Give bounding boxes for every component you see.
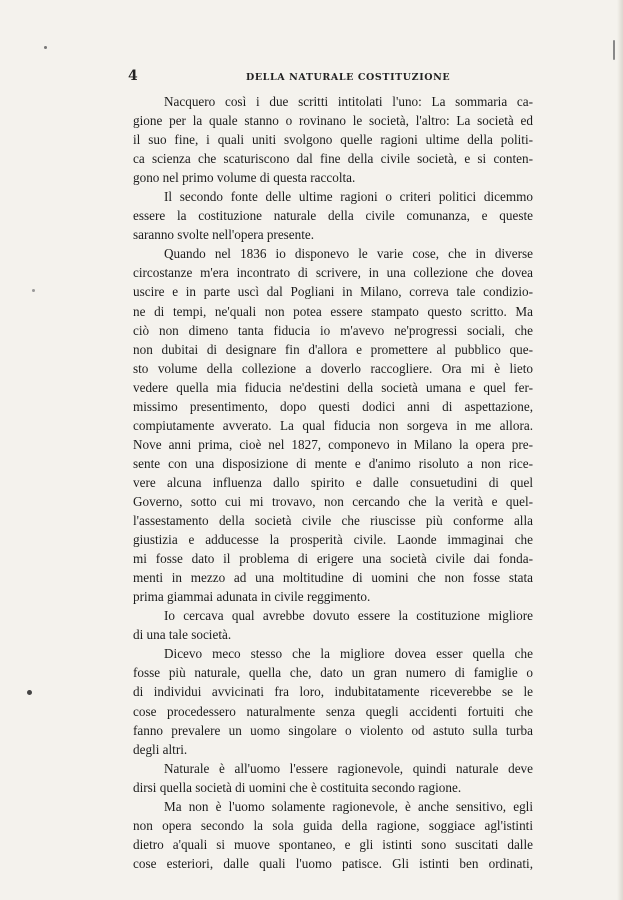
text-line: essere la costituzione naturale della civile comunanza, e queste [133, 208, 533, 224]
text-line: non dubitai di designare fin d'allora e promettere al pubblico que- [133, 341, 533, 357]
text-line: di una tale società. [133, 627, 232, 643]
text-line: cose esteriori, dalle quali l'uomo patisce. Gli istinti ben ordinati, [133, 855, 533, 871]
text-line: circostanze m'era incontrato di scrivere, in una collezione che dovea [133, 265, 533, 281]
text-line: Il secondo fonte delle ultime ragioni o criteri politici dicemmo [164, 189, 533, 205]
text-line: gione per la quale stanno o rovinano le società, l'altro: La società ed [133, 113, 533, 129]
text-line: dietro a'quali si muove spontaneo, e gli istinti sono suscitati dalle [133, 836, 533, 852]
text-line: giustizia e adducesse la prosperità civile. Laonde immaginai che [133, 532, 533, 548]
text-line: gono nel primo volume di questa raccolta. [133, 170, 356, 186]
text-line: di individui avvicinati fra loro, indubitatamente riceverebbe se le [133, 684, 533, 700]
text-line: Nacquero così i due scritti intitolati l'uno: La sommaria ca- [164, 94, 533, 109]
text-line: fosse più naturale, quella che, dato un gran numero di famiglie o [133, 665, 533, 681]
text-line: sente con una disposizione di mente e d'animo risoluto a non rice- [133, 455, 533, 471]
text-line: degli altri. [133, 741, 188, 757]
text-line: l'assestamento della società civile che riuscisse più conforme alla [133, 513, 533, 529]
text-line: ne di tempi, ne'quali non potea essere stampato questo scritto. Ma [133, 303, 533, 319]
text-line: fanno prevalere un uomo singolare o violento od astuto sulla turba [133, 722, 533, 738]
text-line: Nove anni prima, cioè nel 1827, componevo in Milano la opera pre- [133, 436, 533, 452]
text-line: vedere quella mia fiducia ne'destini della società umana e quel fer- [133, 379, 533, 395]
text-line: uscire e in parte uscì dal Pogliani in Milano, correva tale condizio- [133, 284, 533, 300]
scan-speck [44, 46, 47, 49]
scan-speck [613, 40, 615, 60]
text-line: missimo presentimento, dopo questi dodici anni di aspettazione, [133, 398, 533, 414]
text-line: dirsi quella società di uomini che è costituita secondo ragione. [133, 779, 462, 795]
text-line: Naturale è all'uomo l'essere ragionevole, quindi naturale deve [164, 760, 533, 776]
text-line: Ma non è l'uomo solamente ragionevole, è anche sensitivo, egli [164, 798, 533, 814]
text-line: Dicevo meco stesso che la migliore dovea esser quella che [164, 646, 533, 662]
page-header [128, 68, 528, 84]
text-line: ca scienza che scaturiscono dal fine della civile società, e si conten- [133, 151, 533, 167]
scan-speck [32, 289, 35, 292]
text-line: compiutamente avverato. La qual fiducia non sorgeva in me allora. [133, 417, 533, 433]
scan-speck [27, 690, 32, 695]
text-line: ciò non dimeno tanta fiducia io m'avevo ne'progressi sociali, che [133, 322, 533, 338]
text-line: vere alcuna influenza dallo spirito e dalle consuetudini di quel [133, 474, 533, 490]
page-edge-shadow [617, 0, 623, 900]
text-line: cose procedessero naturalmente senza quegli accidenti fortuiti che [133, 703, 533, 719]
text-line: menti in mezzo ad una moltitudine di uomini che non fosse stata [133, 570, 533, 586]
text-line: mi fosse dato il problema di erigere una società civile dai fonda- [133, 551, 533, 567]
page-number: 4 [128, 68, 138, 84]
text-line: sto volume della collezione a doverlo raccogliere. Ora mi è lieto [133, 360, 533, 376]
text-line: Io cercava qual avrebbe dovuto essere la costituzione migliore [164, 608, 533, 624]
body-text [133, 92, 533, 873]
text-line: il suo fine, i quali uniti svolgono quelle ragioni ultime della politi- [133, 132, 533, 148]
text-line: Governo, sotto cui mi trovavo, non cercando che la verità e quel- [133, 493, 533, 509]
text-line: non opera secondo la sola guida della ragione, soggiace agl'istinti [133, 817, 533, 833]
text-line: prima giammai adunata in civile reggimento. [133, 589, 371, 605]
text-line: Quando nel 1836 io disponevo le varie cose, che in diverse [164, 246, 533, 262]
text-line: saranno svolte nell'opera presente. [133, 227, 315, 243]
running-title: DELLA NATURALE COSTITUZIONE [246, 72, 451, 83]
